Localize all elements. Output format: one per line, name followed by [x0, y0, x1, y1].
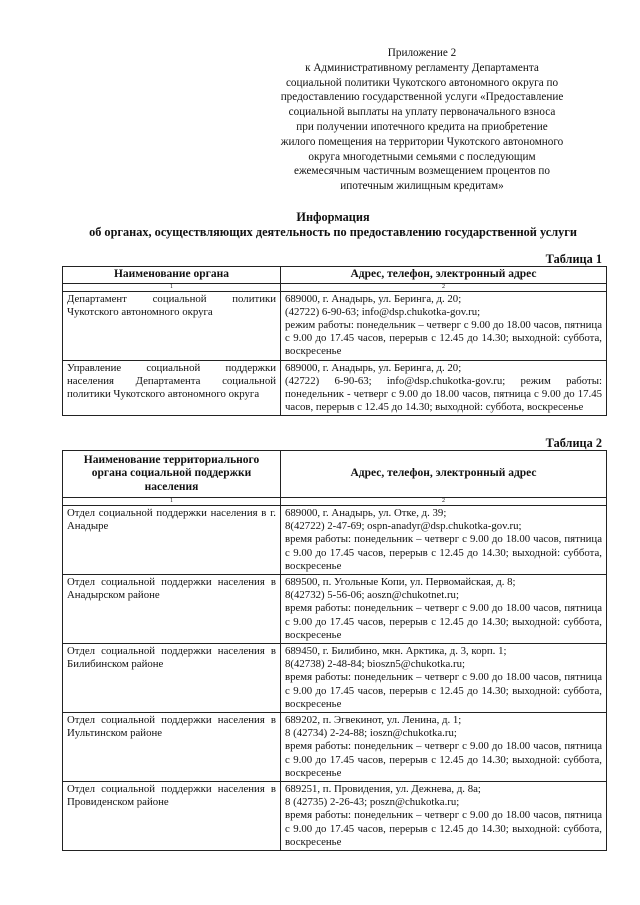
heading-subtitle: об органах, осуществляющих деятельность по предоставлению государственной услуги: [89, 225, 577, 239]
appendix-line: социальной политики Чукотского автономного округа по: [285, 76, 559, 89]
table2-caption: Таблица 2: [545, 436, 602, 450]
table2-col2-number: 2: [281, 498, 607, 506]
table1-number-row: [63, 283, 607, 291]
table-row: [63, 644, 607, 713]
table1-caption: Таблица 1: [545, 252, 602, 266]
department-name: Отдел социальной поддержки населения в Анадырском районе: [63, 575, 281, 644]
address-line: 689450, г. Билибино, мкн. Арктика, д. 3, корп. 1;: [285, 645, 507, 658]
department-contacts: [281, 644, 607, 713]
contact-line: 8 (42735) 2-26-43; poszn@chukotka.ru;: [285, 796, 460, 809]
department-name: Отдел социальной поддержки населения в г. Анадыре: [63, 506, 281, 575]
table-row: [63, 291, 607, 360]
table2: [62, 450, 607, 851]
table-row: [63, 506, 607, 575]
appendix-line: предоставлению государственной услуги «Предоставление: [280, 91, 564, 104]
address-line: 689000, г. Анадырь, ул. Беринга, д. 20;: [285, 292, 462, 305]
table1-header-row: [63, 267, 607, 284]
table2-col1-header: Наименование территориального органа социальной поддержки населения: [63, 451, 281, 498]
appendix-line: жилого помещения на территории Чукотского автономного: [280, 135, 564, 148]
table-row: [63, 713, 607, 782]
department-contacts: [281, 506, 607, 575]
organ-name: Департамент социальной политики Чукотского автономного округа: [63, 291, 281, 360]
contact-line: 8(42722) 2-47-69; ospn-anadyr@dsp.chukotka-gov.ru;: [285, 520, 522, 533]
hours-line: время работы: понедельник – четверг с 9.00 до 18.00 часов, пятница с 9.00 до 17.45 часов, перерыв с 12.45 до 14.30; выходной: суббота, воскресенье: [285, 809, 602, 848]
table1-col2-number: 2: [281, 283, 607, 291]
document-heading: [60, 210, 606, 240]
table1-col1-header: Наименование органа: [63, 267, 281, 284]
appendix-line: при получении ипотечного кредита на приобретение: [296, 120, 548, 133]
department-name: Отдел социальной поддержки населения в Билибинском районе: [63, 644, 281, 713]
contact-line: 8(42738) 2-48-84; bioszn5@chukotka.ru;: [285, 658, 465, 671]
appendix-line: ежемесячным частичным возмещением процентов по: [293, 165, 550, 178]
table-row: [63, 782, 607, 851]
address-line: 689251, п. Провидения, ул. Дежнева, д. 8а;: [285, 783, 481, 796]
appendix-block: [262, 46, 582, 194]
address-line: 689202, п. Эгвекинот, ул. Ленина, д. 1;: [285, 714, 462, 727]
department-name: Отдел социальной поддержки населения в Провиденском районе: [63, 782, 281, 851]
table2-col2-header: Адрес, телефон, электронный адрес: [281, 451, 607, 498]
contact-hours-line: (42722) 6-90-63; info@dsp.chukotka-gov.ru; режим работы: понедельник - четверг с 9.00 до 18.00 часов, пятница с 9.00 до 17.45 часов, перерыв с 12.45 до 14.30; выходной: суббота, воскресенье: [285, 374, 602, 414]
address-line: 689000, г. Анадырь, ул. Беринга, д. 20;: [285, 361, 462, 374]
hours-line: время работы: понедельник – четверг с 9.00 до 18.00 часов, пятница с 9.00 до 17.45 часов, перерыв с 12.45 до 14.30; выходной: суббота, воскресенье: [285, 602, 602, 641]
address-line: 689500, п. Угольные Копи, ул. Первомайская, д. 8;: [285, 576, 516, 589]
table2-col1-number: 1: [63, 498, 281, 506]
contact-line: 8 (42734) 2-24-88; ioszn@chukotka.ru;: [285, 727, 457, 740]
address-line: 689000, г. Анадырь, ул. Отке, д. 39;: [285, 507, 447, 519]
department-contacts: [281, 575, 607, 644]
heading-title: Информация: [296, 210, 370, 224]
table2-number-row: [63, 498, 607, 506]
appendix-line: округа многодетными семьями с последующим: [308, 150, 536, 163]
hours-line: время работы: понедельник – четверг с 9.00 до 18.00 часов, пятница с 9.00 до 17.45 часов, перерыв с 12.45 до 14.30; выходной: суббота, воскресенье: [285, 740, 602, 779]
department-name: Отдел социальной поддержки населения в Иультинском районе: [63, 713, 281, 782]
contact-line: 8(42732) 5-56-06; aoszn@chukotnet.ru;: [285, 589, 459, 602]
hours-line: режим работы: понедельник – четверг с 9.00 до 18.00 часов, пятница с 9.00 до 17.45 часов, перерыв с 12.45 до 14.30; выходной: суббота, воскресенье: [285, 319, 602, 358]
table1: [62, 266, 607, 416]
hours-line: время работы: понедельник – четверг с 9.00 до 18.00 часов, пятница с 9.00 до 17.45 часов, перерыв с 12.45 до 14.30; выходной: суббота, воскресенье: [285, 671, 602, 710]
table1-col2-header: Адрес, телефон, электронный адрес: [281, 267, 607, 284]
department-contacts: [281, 713, 607, 782]
appendix-line: Приложение 2: [387, 47, 457, 59]
table1-col1-number: 1: [63, 283, 281, 291]
organ-name: Управление социальной поддержки населения Департамента социальной политики Чукотского автономного округа: [63, 360, 281, 416]
appendix-line: ипотечным жилищным кредитам»: [340, 180, 504, 193]
hours-line: время работы: понедельник – четверг с 9.00 до 18.00 часов, пятница с 9.00 до 17.45 часов, перерыв с 12.45 до 14.30; выходной: суббота, воскресенье: [285, 533, 602, 572]
contact-line: (42722) 6-90-63; info@dsp.chukotka-gov.ru;: [285, 305, 481, 318]
table-row: [63, 360, 607, 416]
organ-contacts: [281, 291, 607, 360]
organ-contacts: [281, 360, 607, 416]
appendix-line: к Административному регламенту Департамента: [305, 61, 539, 74]
department-contacts: [281, 782, 607, 851]
appendix-line: социальной выплаты на уплату первоначального взноса: [288, 106, 556, 119]
table2-header-row: [63, 451, 607, 498]
table-row: [63, 575, 607, 644]
